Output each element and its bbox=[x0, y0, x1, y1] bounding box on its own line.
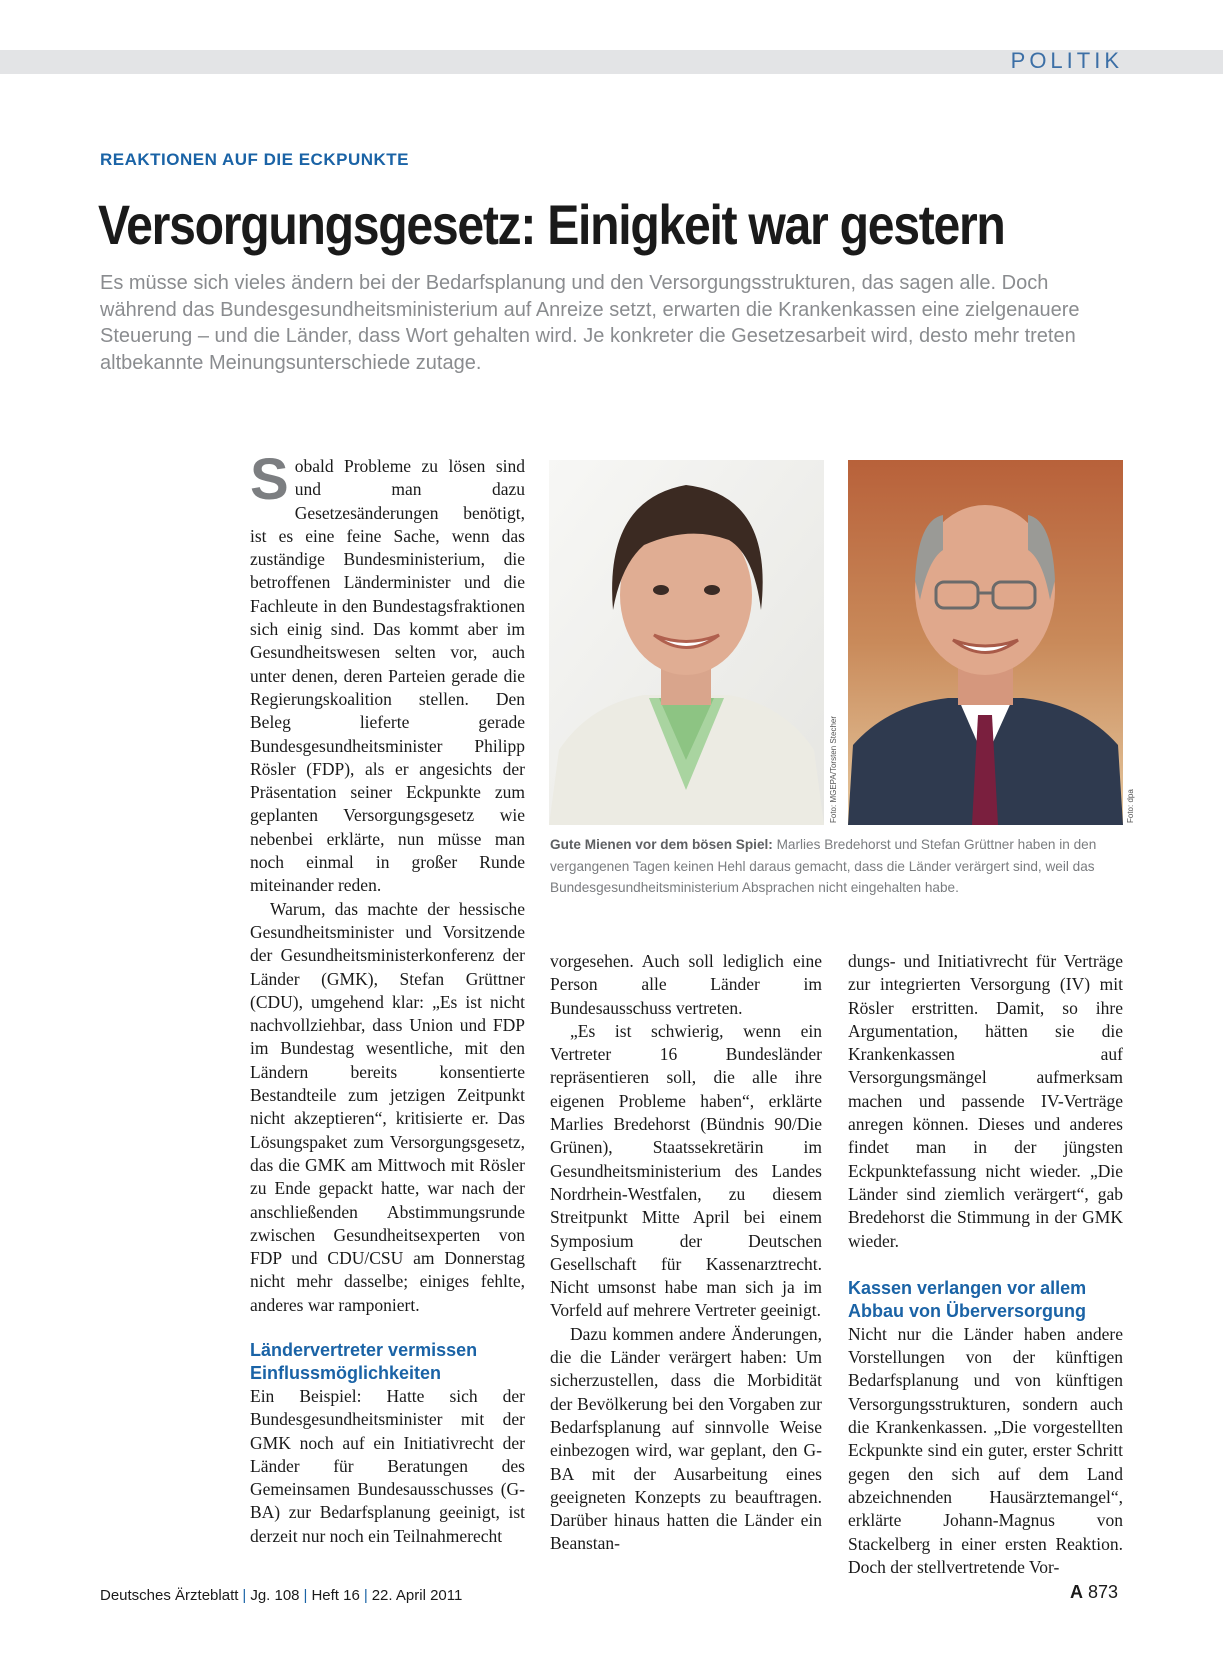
subheading: Ländervertreter vermissen Einflussmöglichkeiten bbox=[250, 1339, 478, 1383]
paragraph: Ein Beispiel: Hatte sich der Bundesgesundheitsminister mit der GMK noch auf ein Initiativrecht der Länder für Beratungen des Gemeinsamen Bundesausschusses (G-BA) zur Bedarfsplanung geeinigt, ist derzeit nur noch ein Teilnahmerecht bbox=[250, 1385, 525, 1546]
caption-text: Marlies Bredehorst und Stefan Grüttner haben in den vergangenen Tagen keinen Hehl daraus gemacht, dass die Länder verärgert sind, weil das Bundesgesundheitsministerium Absprachen nicht eingehalten habe. bbox=[550, 837, 1097, 895]
paragraph: „Es ist schwierig, wenn ein Vertreter 16 Bundesländer repräsentieren soll, die alle ihre eigenen Probleme haben“, erklärte Marlies Bredehorst (Bündnis 90/Die Grünen), Staatssekretärin im Gesundheitsministerium des Landes Nordrhein-Westfalen, zu diesem Streitpunkt Mitte April bei einem Symposium der Deutschen Gesellschaft für Kassenarztrecht. Nicht umsonst habe man sich ja im Vorfeld auf mehrere Vertreter geeinigt. bbox=[550, 1020, 822, 1321]
paragraph-text: obald Probleme zu lösen sind und man dazu Gesetzesänderungen benötigt, ist es eine feine Sache, wenn das zuständige Bundesministerium, die betroffenen Länderminister und die Fachleute in den Bundestagsfraktionen sich einig sind. Das kommt aber im Gesundheitswesen selten vor, auch unter denen, deren Parteien gerade die Regierungskoalition stellen. Den Beleg lieferte gerade Bundesgesundheitsminister Philipp Rösler (FDP), als er angesichts der Präsentation seiner Eckpunkte zum geplanten Versorgungsgesetz wie nebenbei erklärte, nun müsse man noch einmal in großer Runde miteinander reden. bbox=[250, 456, 525, 896]
paragraph: Warum, das machte der hessische Gesundheitsminister und Vorsitzende der Gesundheitsministerkonferenz der Länder (GMK), Stefan Grüttner (CDU), umgehend klar: „Es ist nicht nachvollziehbar, dass Union und FDP im Bundestag wesentliche, mit den Ländern bereits konsentierte Bestandteile zum jetzigen Zeitpunkt nicht akzeptieren“, kritisierte er. Das Lösungspaket zum Versorgungsgesetz, das die GMK am Mittwoch mit Rösler zu Ende gepackt hatte, war nach der anschließenden Abstimmungsrunde zwischen Gesundheitsexperten von FDP und CDU/CSU am Donnerstag nicht mehr dasselbe; einiges fehlte, anderes war ramponiert. bbox=[250, 898, 525, 1315]
photo-caption bbox=[550, 834, 1125, 899]
page-number-value: 873 bbox=[1087, 1582, 1118, 1602]
paragraph: dungs- und Initiativrecht für Verträge zur integrierten Versorgung (IV) mit Rösler erstritten. Damit, so ihre Argumentation, hätten sie die Krankenkassen auf Versorgungsmängel aufmerksam machen und passende IV-Verträge anregen können. Dieses und anderes findet man in der jüngsten Eckpunktefassung nicht wieder. „Die Länder sind ziemlich verärgert“, gab Bredehorst die Stimmung in der GMK wieder. bbox=[848, 951, 1123, 1251]
drop-cap: S bbox=[250, 447, 289, 512]
journal-name: Deutsches Ärzteblatt bbox=[100, 1587, 239, 1604]
divider: | bbox=[303, 1587, 308, 1604]
portrait-woman-image bbox=[549, 460, 824, 825]
paragraph: Dazu kommen andere Änderungen, die die Länder verärgert haben: Um sicherzustellen, dass die Morbidität der Bevölkerung bei den Vorgaben zur Bedarfsplanung auf sinnvolle Weise einbezogen wird, war geplant, den G-BA mit der Ausarbeitung eines geeigneten Konzepts zu beauftragen. Darüber hinaus hatten die Länder ein Beanstan- bbox=[550, 1323, 822, 1554]
footer-citation bbox=[100, 1587, 462, 1604]
text-column-1 bbox=[250, 447, 525, 1548]
photo-credit: Foto: MGEPA/Torsten Stecher bbox=[829, 715, 838, 823]
photo-credit: Foto: dpa bbox=[1126, 789, 1135, 823]
subheading: Kassen verlangen vor allem Abbau von Überversorgung bbox=[848, 1277, 1087, 1321]
issue: Heft 16 bbox=[311, 1587, 360, 1604]
article-kicker: REAKTIONEN AUF DIE ECKPUNKTE bbox=[100, 150, 409, 169]
text-column-3 bbox=[848, 950, 1123, 1579]
paragraph: Nicht nur die Länder haben andere Vorstellungen von der künftigen Bedarfsplanung und von künftigen Versorgungsstrukturen, sondern auch die Krankenkassen. „Die vorgestellten Eckpunkte sind ein guter, erster Schritt gegen den sich auf dem Land abzeichnenden Hausärztemangel“, erklärte Johann-Magnus von Stackelberg in einer ersten Reaktion. Doch der stellvertretende Vor- bbox=[848, 1323, 1123, 1577]
caption-title: Gute Mienen vor dem bösen Spiel: bbox=[550, 837, 773, 852]
paragraph: vorgesehen. Auch soll lediglich eine Person alle Länder im Bundesausschuss vertreten. bbox=[550, 951, 822, 1018]
divider: | bbox=[242, 1587, 247, 1604]
page-number bbox=[1070, 1582, 1118, 1603]
text-column-2 bbox=[550, 950, 822, 1556]
volume: Jg. 108 bbox=[250, 1587, 300, 1604]
divider: | bbox=[363, 1587, 368, 1604]
portrait-man-image bbox=[848, 460, 1123, 825]
issue-date: 22. April 2011 bbox=[371, 1587, 463, 1604]
paragraph bbox=[250, 447, 525, 898]
portrait-photo-gruettner bbox=[848, 460, 1123, 825]
section-label: POLITIK bbox=[1010, 48, 1123, 73]
article-lead: Es müsse sich vieles ändern bei der Bedarfsplanung und den Versorgungsstrukturen, das sagen alle. Doch während das Bundesgesundheitsministerium auf Anreize setzt, erwarten die Krankenkassen eine zielgenauere Steuerung – und die Länder, dass Wort gehalten wird. Je konkreter die Gesetzesarbeit wird, desto mehr treten altbekannte Meinungsunterschiede zutage. bbox=[100, 272, 1080, 374]
page-prefix: A bbox=[1069, 1582, 1083, 1602]
portrait-photo-bredehorst bbox=[549, 460, 824, 825]
article-title: Versorgungsgesetz: Einigkeit war gestern bbox=[98, 193, 1005, 256]
